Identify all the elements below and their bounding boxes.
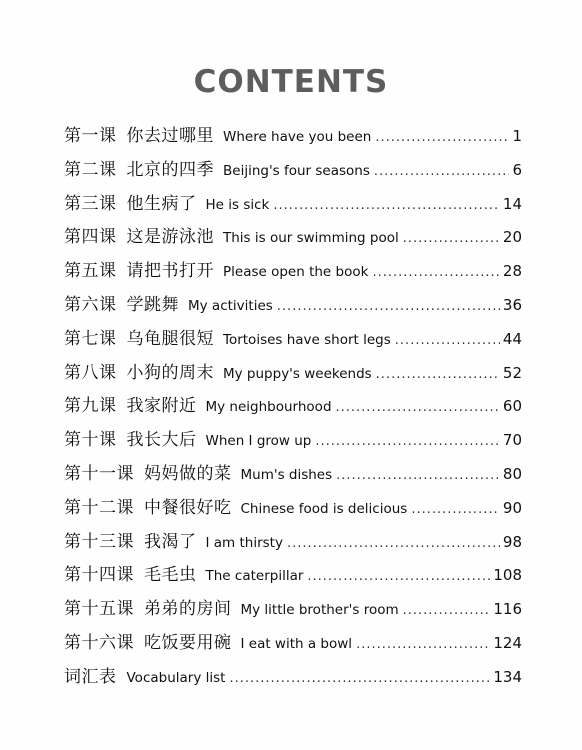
lesson-number: 第十课: [64, 430, 117, 451]
dot-leader: [403, 222, 500, 256]
page-number: 20: [502, 228, 522, 247]
page-title: CONTENTS: [193, 64, 389, 100]
lesson-number: 第十五课: [64, 599, 134, 620]
toc-entry[interactable]: [64, 221, 522, 255]
page-number: 124: [493, 633, 522, 652]
chinese-title: 我长大后: [126, 430, 197, 451]
toc-entry[interactable]: [64, 323, 522, 357]
english-title: Chinese food is delicious: [240, 500, 408, 517]
page-number: 1: [512, 127, 522, 145]
dot-leader: [395, 324, 500, 358]
chinese-title: 弟弟的房间: [144, 599, 232, 620]
chinese-title: 他生病了: [126, 193, 197, 214]
dot-leader: [374, 155, 510, 189]
dot-leader: [273, 189, 500, 223]
page-number: 134: [493, 667, 522, 686]
lesson-number: 第四课: [64, 227, 117, 248]
page-number: 108: [493, 566, 522, 585]
toc-entry[interactable]: [64, 154, 522, 188]
toc-entry[interactable]: [64, 289, 522, 323]
toc-entry[interactable]: [64, 255, 522, 289]
toc-entry[interactable]: [64, 424, 522, 458]
page-number: 70: [502, 431, 522, 450]
dot-leader: [375, 121, 509, 155]
page-number: 80: [502, 464, 522, 483]
english-title: When I grow up: [205, 433, 312, 450]
dot-leader: [287, 527, 500, 561]
english-title: Where have you been: [223, 129, 372, 145]
english-title: Mum's dishes: [240, 466, 333, 483]
page-number: 28: [502, 262, 522, 281]
page-number: 90: [502, 498, 522, 517]
english-title: My neighbourhood: [205, 399, 332, 416]
chinese-title: 这是游泳池: [126, 227, 214, 248]
lesson-number: 第七课: [64, 328, 117, 349]
chinese-title: 你去过哪里: [126, 126, 214, 146]
dot-leader: [277, 290, 500, 324]
dot-leader: [403, 594, 491, 628]
dot-leader: [315, 425, 500, 459]
english-title: My puppy's weekends: [223, 365, 372, 382]
chinese-title: 学跳舞: [126, 294, 179, 315]
dot-leader: [336, 459, 500, 493]
english-title: My little brother's room: [240, 602, 399, 619]
dot-leader: [372, 256, 499, 290]
english-title: Tortoises have short legs: [223, 331, 391, 348]
dot-leader: [376, 358, 500, 392]
chinese-title: 小狗的周末: [126, 362, 214, 383]
lesson-number: 第三课: [64, 193, 117, 214]
chinese-title: 我家附近: [126, 396, 197, 417]
dot-leader: [307, 560, 490, 594]
chinese-title: 我渴了: [144, 531, 197, 552]
english-title: Vocabulary list: [126, 669, 226, 686]
toc-entry[interactable]: [64, 492, 522, 526]
english-title: Please open the book: [223, 264, 369, 281]
english-title: I am thirsty: [205, 534, 283, 551]
dot-leader: [336, 391, 500, 425]
english-title: He is sick: [205, 196, 270, 213]
toc-entry[interactable]: [64, 390, 522, 424]
lesson-number: 第十六课: [64, 632, 134, 653]
lesson-number: 第十四课: [64, 565, 134, 586]
toc-entry[interactable]: [64, 627, 522, 661]
lesson-number: 第十三课: [64, 531, 134, 552]
toc-entry[interactable]: [64, 357, 522, 391]
lesson-number: 第九课: [64, 396, 117, 417]
page-number: 36: [502, 295, 522, 314]
lesson-number: 第八课: [64, 362, 117, 383]
page-number: 6: [512, 160, 522, 179]
lesson-number: 第二课: [64, 159, 117, 180]
toc-entry[interactable]: [64, 458, 522, 492]
toc-entry[interactable]: [64, 120, 522, 154]
page-number: 52: [502, 363, 522, 382]
lesson-number: 第六课: [64, 294, 117, 315]
english-title: Beijing's four seasons: [223, 162, 370, 179]
english-title: My activities: [188, 297, 273, 314]
table-of-contents: [64, 120, 522, 695]
lesson-number: 第十二课: [64, 497, 134, 518]
chinese-title: 吃饭要用碗: [144, 632, 232, 653]
lesson-number: 第十一课: [64, 463, 134, 484]
toc-entry[interactable]: [64, 526, 522, 560]
chinese-title: 请把书打开: [126, 261, 214, 282]
english-title: This is our swimming pool: [223, 230, 399, 247]
toc-entry[interactable]: [64, 188, 522, 222]
english-title: I eat with a bowl: [240, 635, 353, 652]
lesson-number: 第一课: [64, 126, 117, 146]
page-number: 14: [502, 194, 522, 213]
english-title: The caterpillar: [205, 568, 304, 585]
page-number: 98: [502, 532, 522, 551]
lesson-number: 词汇表: [64, 666, 117, 687]
chinese-title: 乌龟腿很短: [126, 328, 214, 349]
toc-entry[interactable]: [64, 593, 522, 627]
page-number: 116: [493, 600, 522, 619]
chinese-title: 妈妈做的菜: [144, 463, 232, 484]
page-number: 60: [502, 397, 522, 416]
chinese-title: 北京的四季: [126, 159, 214, 180]
dot-leader: [356, 628, 490, 662]
toc-entry[interactable]: [64, 559, 522, 593]
page-number: 44: [502, 329, 522, 348]
toc-entry-vocabulary[interactable]: [64, 661, 522, 695]
dot-leader: [411, 493, 500, 527]
lesson-number: 第五课: [64, 261, 117, 282]
chinese-title: 毛毛虫: [144, 565, 197, 586]
dot-leader: [229, 662, 490, 696]
chinese-title: 中餐很好吃: [144, 497, 232, 518]
